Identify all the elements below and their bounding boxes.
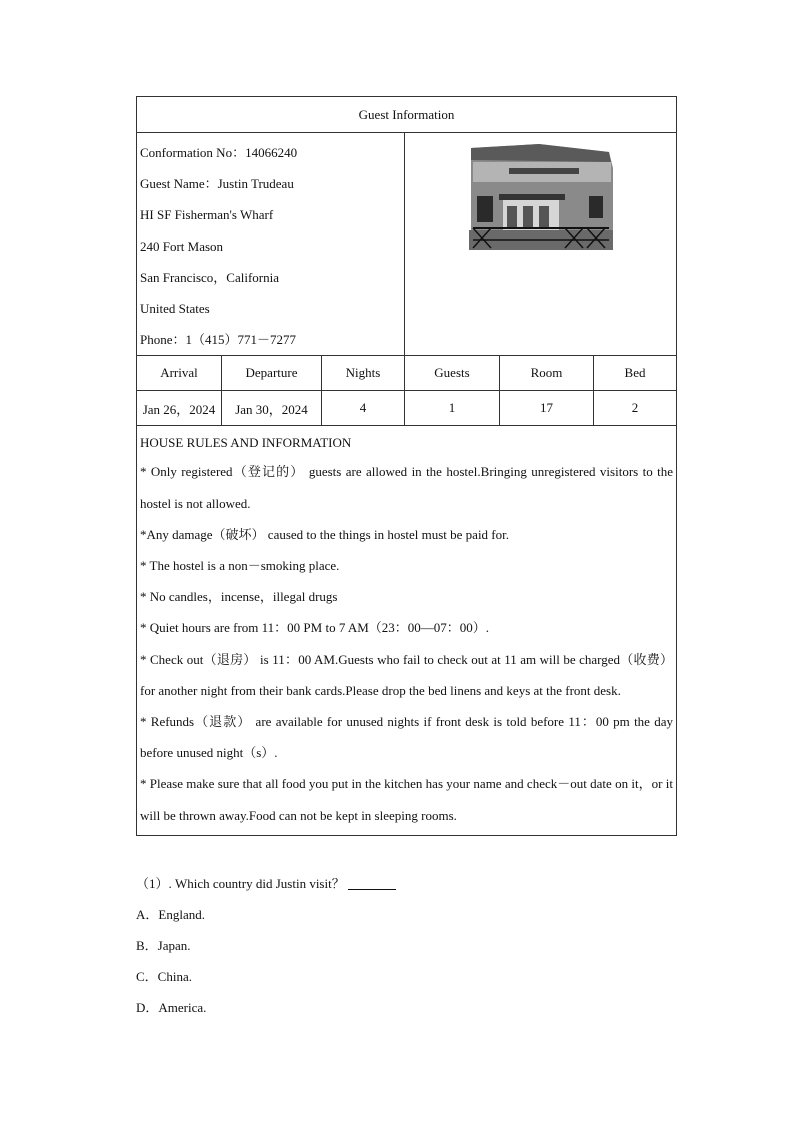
option-d[interactable]: D．America. (136, 1000, 207, 1015)
rule-kitchen-food: * Please make sure that all food you put in the kitchen has your name and check－out date on it，or it will be thrown away.Food can not be kept in sleeping rooms. (140, 776, 674, 823)
nights-value: 4 (322, 391, 405, 426)
departure-date: Jan 30，2024 (222, 391, 322, 426)
option-c[interactable]: C．China. (136, 969, 192, 984)
street-address: 240 Fort Mason (140, 238, 224, 254)
arrival-date: Jan 26，2024 (137, 391, 222, 426)
header-bed: Bed (594, 356, 677, 391)
rule-registered-guests: * Only registered（登记的） guests are allowed in the hostel.Bringing unregistered visitors to the hostel is not allowed. (140, 464, 674, 511)
card-title: Guest Information (137, 97, 677, 133)
rule-prohibited-items: * No candles，incense，illegal drugs (140, 589, 338, 605)
question-text: （1）. Which country did Justin visit？ (136, 876, 345, 891)
country: United States (140, 300, 210, 316)
header-nights: Nights (322, 356, 405, 391)
header-arrival: Arrival (137, 356, 222, 391)
phone-number: Phone：1（415）771－7277 (140, 332, 297, 348)
stay-header-row (137, 356, 677, 391)
rule-non-smoking: * The hostel is a non－smoking place. (140, 557, 340, 573)
guest-information-card (136, 96, 676, 836)
bed-value: 2 (594, 391, 677, 426)
question-stem (136, 868, 676, 899)
guest-name: Guest Name：Justin Trudeau (140, 176, 294, 192)
rule-quiet-hours: * Quiet hours are from 11：00 PM to 7 AM（23：00—07：00）. (140, 620, 490, 636)
house-rules (137, 426, 677, 835)
hostel-name: HI SF Fisherman's Wharf (140, 207, 274, 223)
question-block (136, 868, 676, 1023)
header-guests: Guests (405, 356, 500, 391)
room-value: 17 (500, 391, 594, 426)
house-rules-title: HOUSE RULES AND INFORMATION (140, 435, 352, 451)
answer-blank[interactable] (348, 871, 396, 890)
guest-details (137, 133, 405, 356)
rule-check-out: * Check out（退房） is 11：00 AM.Guests who fail to check out at 11 am will be charged（收费） for another night from their bank cards.Please drop the bed linens and keys at the front desk. (140, 651, 674, 698)
option-a[interactable]: A．England. (136, 907, 205, 922)
confirmation-number: Conformation No：14066240 (140, 145, 298, 160)
city-state: San Francisco，California (140, 269, 279, 285)
guests-value: 1 (405, 391, 500, 426)
photo-cell (405, 133, 677, 356)
stay-values-row (137, 391, 677, 426)
header-departure: Departure (222, 356, 322, 391)
option-b[interactable]: B．Japan. (136, 938, 191, 953)
rule-damage: *Any damage（破坏） caused to the things in hostel must be paid for. (140, 526, 509, 542)
hostel-building-photo (469, 144, 613, 250)
header-room: Room (500, 356, 594, 391)
guest-information-table (136, 96, 677, 836)
rule-refunds: * Refunds（退款） are available for unused nights if front desk is told before 11：00 pm the day before unused night（s）. (140, 713, 674, 761)
